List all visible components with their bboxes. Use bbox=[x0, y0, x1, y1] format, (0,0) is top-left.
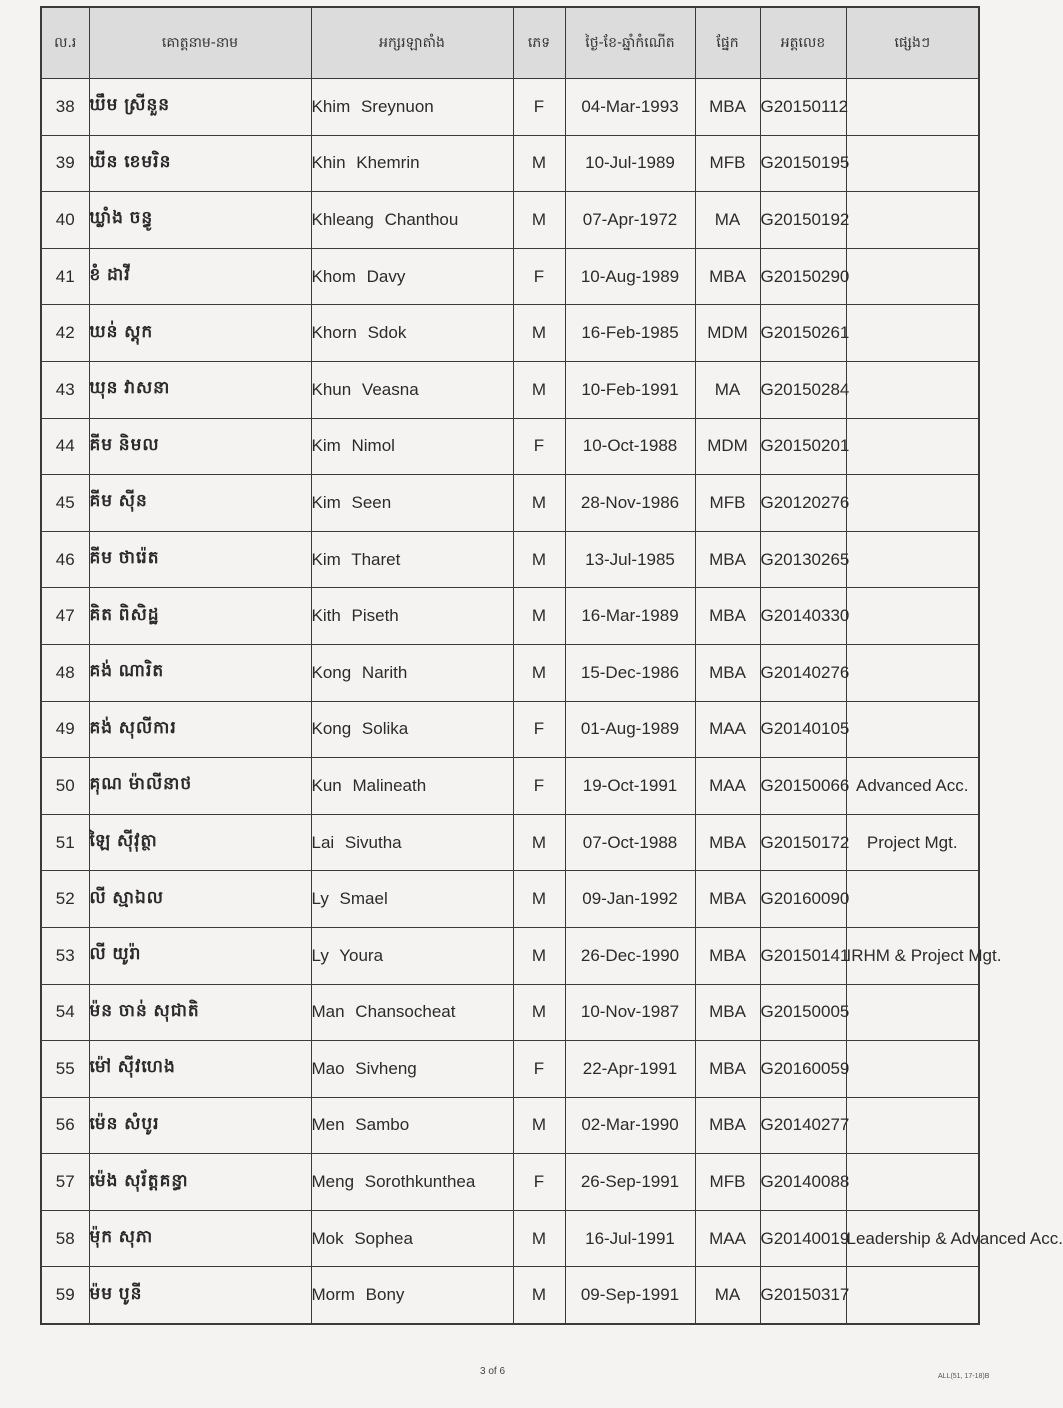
cell-sex: M bbox=[513, 135, 565, 192]
cell-latin-name bbox=[311, 305, 513, 362]
latin-name-text: Men Sambo bbox=[311, 1115, 410, 1135]
cell-student-id: G20140276 bbox=[760, 644, 846, 701]
latin-name-text: Khun Veasna bbox=[311, 379, 419, 399]
header-notes: ផ្សេងៗ bbox=[846, 7, 979, 79]
cell-notes: Leadership & Advanced Acc. bbox=[846, 1210, 979, 1267]
cell-latin-name bbox=[311, 418, 513, 475]
cell-khmer-name: គីម ថារ៉េត bbox=[89, 531, 311, 588]
header-sex: ភេទ bbox=[513, 7, 565, 79]
cell-row-number: 40 bbox=[41, 192, 89, 249]
cell-date-of-birth: 09-Jan-1992 bbox=[565, 871, 695, 928]
cell-row-number: 52 bbox=[41, 871, 89, 928]
cell-khmer-name: លី យូរ៉ា bbox=[89, 927, 311, 984]
cell-sex: M bbox=[513, 588, 565, 645]
cell-student-id: G20150141 bbox=[760, 927, 846, 984]
latin-name-text: Kong Narith bbox=[311, 662, 408, 682]
student-roster-sheet bbox=[40, 6, 1063, 1325]
cell-sex: M bbox=[513, 305, 565, 362]
latin-name-text: Khom Davy bbox=[311, 266, 406, 286]
latin-name-text: Mok Sophea bbox=[311, 1228, 413, 1248]
page-number: 3 of 6 bbox=[480, 1366, 506, 1377]
cell-notes bbox=[846, 588, 979, 645]
cell-date-of-birth: 19-Oct-1991 bbox=[565, 758, 695, 815]
cell-date-of-birth: 10-Oct-1988 bbox=[565, 418, 695, 475]
cell-row-number: 56 bbox=[41, 1097, 89, 1154]
cell-notes: Project Mgt. bbox=[846, 814, 979, 871]
cell-department: MDM bbox=[695, 418, 760, 475]
cell-notes: Advanced Acc. bbox=[846, 758, 979, 815]
cell-date-of-birth: 26-Dec-1990 bbox=[565, 927, 695, 984]
cell-row-number: 57 bbox=[41, 1154, 89, 1211]
cell-student-id: G20150317 bbox=[760, 1267, 846, 1324]
cell-date-of-birth: 04-Mar-1993 bbox=[565, 79, 695, 136]
header-latin-name: អក្សរឡាតាំង bbox=[311, 7, 513, 79]
cell-date-of-birth: 28-Nov-1986 bbox=[565, 475, 695, 532]
cell-sex: F bbox=[513, 758, 565, 815]
cell-date-of-birth: 10-Nov-1987 bbox=[565, 984, 695, 1041]
cell-date-of-birth: 10-Feb-1991 bbox=[565, 361, 695, 418]
cell-sex: M bbox=[513, 814, 565, 871]
latin-name-text: Kim Nimol bbox=[311, 436, 395, 456]
cell-latin-name bbox=[311, 1097, 513, 1154]
cell-sex: F bbox=[513, 701, 565, 758]
cell-khmer-name: ម៉ម បូនី bbox=[89, 1267, 311, 1324]
cell-student-id: G20160059 bbox=[760, 1041, 846, 1098]
table-row bbox=[41, 1267, 979, 1324]
table-row bbox=[41, 927, 979, 984]
cell-date-of-birth: 10-Jul-1989 bbox=[565, 135, 695, 192]
cell-row-number: 48 bbox=[41, 644, 89, 701]
cell-notes bbox=[846, 135, 979, 192]
cell-row-number: 54 bbox=[41, 984, 89, 1041]
cell-khmer-name: គង់ ណារិត bbox=[89, 644, 311, 701]
cell-date-of-birth: 16-Feb-1985 bbox=[565, 305, 695, 362]
cell-sex: M bbox=[513, 984, 565, 1041]
latin-name-text: Khleang Chanthou bbox=[311, 209, 459, 229]
cell-khmer-name: ឃន់ ស្តុក bbox=[89, 305, 311, 362]
cell-department: MBA bbox=[695, 248, 760, 305]
cell-notes bbox=[846, 871, 979, 928]
cell-row-number: 44 bbox=[41, 418, 89, 475]
cell-row-number: 53 bbox=[41, 927, 89, 984]
cell-student-id: G20150192 bbox=[760, 192, 846, 249]
table-row bbox=[41, 1210, 979, 1267]
table-row bbox=[41, 644, 979, 701]
cell-sex: F bbox=[513, 1154, 565, 1211]
cell-latin-name bbox=[311, 927, 513, 984]
cell-sex: M bbox=[513, 871, 565, 928]
cell-notes bbox=[846, 475, 979, 532]
cell-notes bbox=[846, 79, 979, 136]
cell-khmer-name: ម៉ុក សុភា bbox=[89, 1210, 311, 1267]
table-row bbox=[41, 871, 979, 928]
document-code: ALL(51, 17-18)B bbox=[938, 1373, 990, 1380]
cell-student-id: G20150172 bbox=[760, 814, 846, 871]
cell-latin-name bbox=[311, 1267, 513, 1324]
cell-department: MBA bbox=[695, 814, 760, 871]
cell-khmer-name: ឡៃ ស៊ីវុត្ថា bbox=[89, 814, 311, 871]
table-row bbox=[41, 758, 979, 815]
latin-name-text: Kun Malineath bbox=[311, 775, 427, 795]
table-row bbox=[41, 79, 979, 136]
table-row bbox=[41, 588, 979, 645]
cell-date-of-birth: 07-Apr-1972 bbox=[565, 192, 695, 249]
cell-department: MAA bbox=[695, 1210, 760, 1267]
cell-department: MBA bbox=[695, 79, 760, 136]
table-body bbox=[41, 79, 1063, 1325]
cell-student-id: G20140019 bbox=[760, 1210, 846, 1267]
latin-name-text: Khorn Sdok bbox=[311, 323, 407, 343]
cell-notes bbox=[846, 305, 979, 362]
cell-row-number: 47 bbox=[41, 588, 89, 645]
student-roster-table bbox=[40, 6, 1063, 1325]
cell-student-id: G20140088 bbox=[760, 1154, 846, 1211]
cell-notes bbox=[846, 248, 979, 305]
cell-sex: M bbox=[513, 531, 565, 588]
cell-student-id: G20150005 bbox=[760, 984, 846, 1041]
cell-khmer-name: ឃ្លាំង ចន្ធូ bbox=[89, 192, 311, 249]
cell-department: MAA bbox=[695, 701, 760, 758]
cell-row-number: 43 bbox=[41, 361, 89, 418]
cell-khmer-name: ម៉ៅ ស៊ីវហេង bbox=[89, 1041, 311, 1098]
cell-department: MBA bbox=[695, 531, 760, 588]
cell-department: MA bbox=[695, 1267, 760, 1324]
cell-row-number: 39 bbox=[41, 135, 89, 192]
table-row bbox=[41, 361, 979, 418]
cell-notes bbox=[846, 1267, 979, 1324]
cell-date-of-birth: 07-Oct-1988 bbox=[565, 814, 695, 871]
latin-name-text: Meng Sorothkunthea bbox=[311, 1172, 476, 1192]
cell-notes bbox=[846, 701, 979, 758]
header-department: ផ្នែក bbox=[695, 7, 760, 79]
latin-name-text: Khin Khemrin bbox=[311, 153, 420, 173]
cell-sex: M bbox=[513, 475, 565, 532]
cell-row-number: 51 bbox=[41, 814, 89, 871]
cell-notes bbox=[846, 1097, 979, 1154]
cell-sex: F bbox=[513, 79, 565, 136]
table-row bbox=[41, 531, 979, 588]
table-row bbox=[41, 475, 979, 532]
cell-latin-name bbox=[311, 984, 513, 1041]
latin-name-text: Khim Sreynuon bbox=[311, 96, 434, 116]
latin-name-text: Kim Tharet bbox=[311, 549, 401, 569]
table-row bbox=[41, 984, 979, 1041]
cell-date-of-birth: 02-Mar-1990 bbox=[565, 1097, 695, 1154]
cell-latin-name bbox=[311, 1210, 513, 1267]
cell-khmer-name: គុណ ម៉ាលីនាថ bbox=[89, 758, 311, 815]
cell-sex: F bbox=[513, 1041, 565, 1098]
table-row bbox=[41, 1097, 979, 1154]
header-row bbox=[41, 7, 979, 79]
cell-notes bbox=[846, 192, 979, 249]
cell-date-of-birth: 01-Aug-1989 bbox=[565, 701, 695, 758]
cell-sex: M bbox=[513, 361, 565, 418]
cell-department: MAA bbox=[695, 758, 760, 815]
cell-latin-name bbox=[311, 758, 513, 815]
cell-department: MBA bbox=[695, 927, 760, 984]
latin-name-text: Man Chansocheat bbox=[311, 1002, 456, 1022]
cell-notes bbox=[846, 418, 979, 475]
latin-name-text: Kong Solika bbox=[311, 719, 409, 739]
cell-student-id: G20150261 bbox=[760, 305, 846, 362]
table-row bbox=[41, 701, 979, 758]
cell-sex: M bbox=[513, 1267, 565, 1324]
cell-latin-name bbox=[311, 361, 513, 418]
cell-khmer-name: គីម និមល bbox=[89, 418, 311, 475]
header-student-id: អត្តលេខ bbox=[760, 7, 846, 79]
cell-row-number: 38 bbox=[41, 79, 89, 136]
header-khmer-name: គោត្តនាម-នាម bbox=[89, 7, 311, 79]
latin-name-text: Ly Smael bbox=[311, 889, 388, 909]
cell-department: MBA bbox=[695, 1097, 760, 1154]
cell-row-number: 45 bbox=[41, 475, 89, 532]
cell-notes bbox=[846, 984, 979, 1041]
cell-student-id: G20120276 bbox=[760, 475, 846, 532]
cell-notes bbox=[846, 1154, 979, 1211]
cell-latin-name bbox=[311, 1154, 513, 1211]
cell-department: MBA bbox=[695, 871, 760, 928]
cell-khmer-name: ឃុន វាសនា bbox=[89, 361, 311, 418]
cell-khmer-name: គង់ សុលីការ bbox=[89, 701, 311, 758]
cell-row-number: 42 bbox=[41, 305, 89, 362]
cell-department: MBA bbox=[695, 984, 760, 1041]
cell-student-id: G20150066 bbox=[760, 758, 846, 815]
header-number: ល.រ bbox=[41, 7, 89, 79]
latin-name-text: Kim Seen bbox=[311, 492, 392, 512]
table-row bbox=[41, 1041, 979, 1098]
cell-latin-name bbox=[311, 814, 513, 871]
cell-date-of-birth: 16-Mar-1989 bbox=[565, 588, 695, 645]
cell-student-id: G20150201 bbox=[760, 418, 846, 475]
cell-khmer-name: ម៉េន សំបូរ bbox=[89, 1097, 311, 1154]
cell-notes bbox=[846, 644, 979, 701]
cell-notes bbox=[846, 1041, 979, 1098]
cell-khmer-name: ឃីន ខេមរិន bbox=[89, 135, 311, 192]
cell-sex: F bbox=[513, 248, 565, 305]
cell-department: MFB bbox=[695, 135, 760, 192]
header-date-of-birth: ថ្ងៃ-ខែ-ឆ្នាំកំណើត bbox=[565, 7, 695, 79]
cell-student-id: G20150195 bbox=[760, 135, 846, 192]
cell-khmer-name: គិត ពិសិដ្ឋ bbox=[89, 588, 311, 645]
table-row bbox=[41, 192, 979, 249]
table-row bbox=[41, 248, 979, 305]
cell-row-number: 49 bbox=[41, 701, 89, 758]
latin-name-text: Ly Youra bbox=[311, 945, 384, 965]
latin-name-text: Lai Sivutha bbox=[311, 832, 402, 852]
table-row bbox=[41, 418, 979, 475]
cell-sex: M bbox=[513, 644, 565, 701]
latin-name-text: Kith Piseth bbox=[311, 606, 399, 626]
table-row bbox=[41, 814, 979, 871]
cell-latin-name bbox=[311, 1041, 513, 1098]
cell-department: MBA bbox=[695, 644, 760, 701]
cell-row-number: 59 bbox=[41, 1267, 89, 1324]
cell-row-number: 58 bbox=[41, 1210, 89, 1267]
table-header bbox=[41, 7, 979, 79]
cell-date-of-birth: 26-Sep-1991 bbox=[565, 1154, 695, 1211]
cell-student-id: G20150290 bbox=[760, 248, 846, 305]
cell-row-number: 50 bbox=[41, 758, 89, 815]
cell-date-of-birth: 10-Aug-1989 bbox=[565, 248, 695, 305]
cell-sex: M bbox=[513, 1210, 565, 1267]
cell-notes bbox=[846, 361, 979, 418]
cell-khmer-name: លី ស្មាឯល bbox=[89, 871, 311, 928]
cell-khmer-name: ខំ ដាវី bbox=[89, 248, 311, 305]
table-row bbox=[41, 135, 979, 192]
cell-department: MA bbox=[695, 361, 760, 418]
cell-student-id: G20160090 bbox=[760, 871, 846, 928]
cell-latin-name bbox=[311, 531, 513, 588]
cell-date-of-birth: 09-Sep-1991 bbox=[565, 1267, 695, 1324]
cell-latin-name bbox=[311, 475, 513, 532]
cell-date-of-birth: 22-Apr-1991 bbox=[565, 1041, 695, 1098]
cell-department: MA bbox=[695, 192, 760, 249]
cell-sex: F bbox=[513, 418, 565, 475]
cell-department: MFB bbox=[695, 475, 760, 532]
cell-latin-name bbox=[311, 79, 513, 136]
cell-date-of-birth: 13-Jul-1985 bbox=[565, 531, 695, 588]
cell-date-of-birth: 16-Jul-1991 bbox=[565, 1210, 695, 1267]
cell-student-id: G20130265 bbox=[760, 531, 846, 588]
cell-student-id: G20150112 bbox=[760, 79, 846, 136]
table-row bbox=[41, 305, 979, 362]
cell-latin-name bbox=[311, 248, 513, 305]
cell-sex: M bbox=[513, 192, 565, 249]
cell-latin-name bbox=[311, 135, 513, 192]
cell-date-of-birth: 15-Dec-1986 bbox=[565, 644, 695, 701]
latin-name-text: Morm Bony bbox=[311, 1285, 405, 1305]
cell-row-number: 41 bbox=[41, 248, 89, 305]
cell-khmer-name: ម៉ន ចាន់ សុជាតិ bbox=[89, 984, 311, 1041]
cell-sex: M bbox=[513, 927, 565, 984]
cell-sex: M bbox=[513, 1097, 565, 1154]
cell-latin-name bbox=[311, 701, 513, 758]
cell-khmer-name: គីម ស៊ីន bbox=[89, 475, 311, 532]
cell-latin-name bbox=[311, 871, 513, 928]
cell-department: MBA bbox=[695, 1041, 760, 1098]
cell-row-number: 55 bbox=[41, 1041, 89, 1098]
latin-name-text: Mao Sivheng bbox=[311, 1058, 417, 1078]
cell-latin-name bbox=[311, 588, 513, 645]
cell-department: MFB bbox=[695, 1154, 760, 1211]
cell-latin-name bbox=[311, 644, 513, 701]
cell-khmer-name: ឃឹម ស្រីនួន bbox=[89, 79, 311, 136]
cell-row-number: 46 bbox=[41, 531, 89, 588]
cell-notes bbox=[846, 531, 979, 588]
cell-student-id: G20140330 bbox=[760, 588, 846, 645]
cell-student-id: G20150284 bbox=[760, 361, 846, 418]
cell-notes: IRHM & Project Mgt. bbox=[846, 927, 979, 984]
cell-latin-name bbox=[311, 192, 513, 249]
cell-khmer-name: ម៉េង សុរ័ត្តគន្ធា bbox=[89, 1154, 311, 1211]
cell-department: MBA bbox=[695, 588, 760, 645]
cell-department: MDM bbox=[695, 305, 760, 362]
table-row bbox=[41, 1154, 979, 1211]
cell-student-id: G20140277 bbox=[760, 1097, 846, 1154]
cell-student-id: G20140105 bbox=[760, 701, 846, 758]
